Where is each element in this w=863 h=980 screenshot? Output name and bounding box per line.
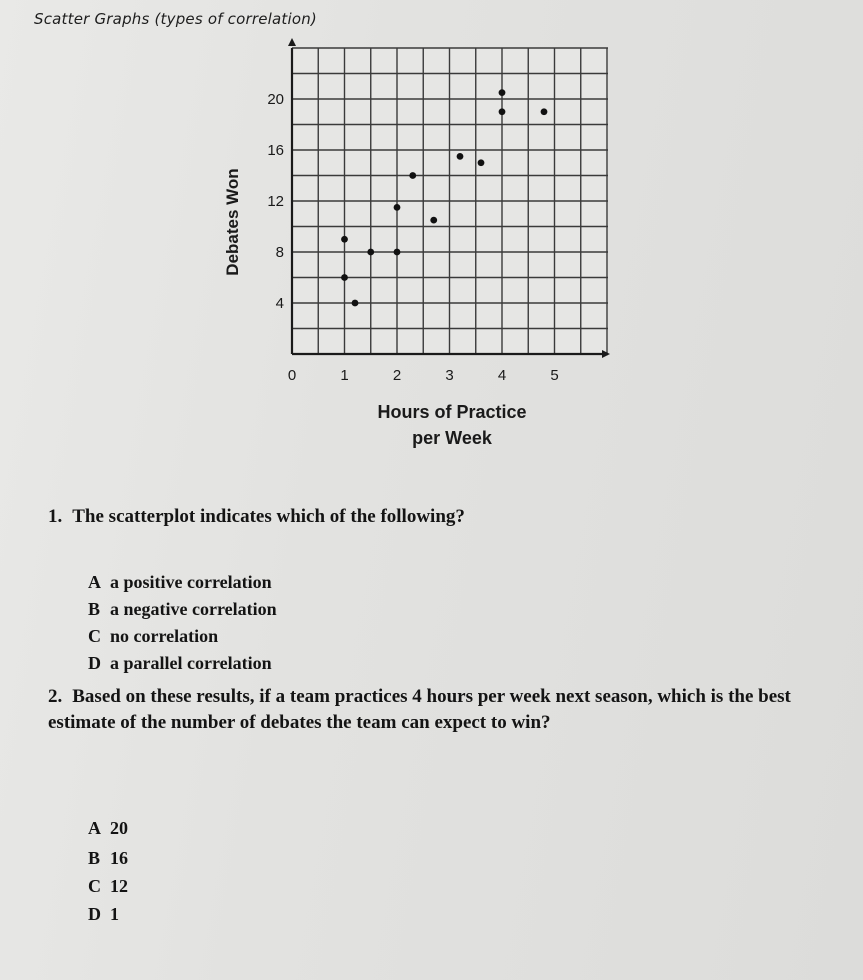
x-tick-label: 4 bbox=[497, 367, 507, 384]
worksheet-heading: Scatter Graphs (types of correlation) bbox=[34, 10, 317, 28]
option-letter: C bbox=[88, 626, 101, 646]
question-2-text: Based on these results, if a team practices 4 hours per week next season, which is the best estimate of the number of debates the team can expect to win? bbox=[48, 686, 791, 733]
question-2-option-a[interactable] bbox=[88, 818, 128, 839]
scatter-chart bbox=[0, 0, 863, 470]
x-tick-label: 2 bbox=[392, 367, 402, 384]
data-point bbox=[367, 249, 374, 256]
question-1-number: 1. bbox=[48, 506, 63, 527]
option-letter: A bbox=[88, 818, 101, 838]
option-text: 16 bbox=[110, 848, 128, 868]
x-tick-label: 3 bbox=[445, 367, 454, 384]
data-point bbox=[541, 108, 548, 115]
x-tick-label: 1 bbox=[340, 367, 349, 384]
question-1-option-d[interactable] bbox=[88, 653, 272, 674]
option-letter: A bbox=[88, 572, 101, 592]
data-point bbox=[478, 159, 485, 166]
question-2-option-c[interactable] bbox=[88, 876, 128, 897]
question-1 bbox=[48, 504, 465, 530]
question-2-number: 2. bbox=[48, 686, 63, 707]
x-tick-label: 0 bbox=[287, 367, 297, 384]
data-point bbox=[457, 153, 464, 160]
y-axis-label: Debates Won bbox=[223, 168, 242, 276]
question-1-text: The scatterplot indicates which of the following? bbox=[72, 506, 465, 527]
question-1-option-c[interactable] bbox=[88, 626, 218, 647]
option-letter: B bbox=[88, 848, 101, 868]
option-text: a positive correlation bbox=[110, 572, 272, 592]
y-tick-label: 20 bbox=[267, 91, 284, 108]
x-axis-label-line2: per Week bbox=[412, 428, 492, 448]
data-point bbox=[394, 204, 401, 211]
data-point bbox=[499, 89, 506, 96]
chart-grid bbox=[292, 48, 608, 354]
data-point bbox=[409, 172, 416, 179]
question-2-option-b[interactable] bbox=[88, 848, 128, 869]
option-letter: B bbox=[88, 599, 101, 619]
y-tick-label: 12 bbox=[267, 193, 284, 210]
option-text: 20 bbox=[110, 818, 128, 838]
question-2-option-d[interactable] bbox=[88, 904, 119, 925]
data-point bbox=[430, 217, 437, 224]
question-1-option-b[interactable] bbox=[88, 599, 277, 620]
data-point bbox=[341, 236, 348, 243]
data-point bbox=[499, 108, 506, 115]
data-point bbox=[394, 249, 401, 256]
option-letter: D bbox=[88, 904, 101, 924]
option-letter: D bbox=[88, 653, 101, 673]
y-tick-label: 16 bbox=[267, 142, 284, 159]
question-2 bbox=[48, 684, 828, 736]
x-tick-label: 5 bbox=[550, 367, 559, 384]
option-text: a negative correlation bbox=[110, 599, 277, 619]
option-text: no correlation bbox=[110, 626, 219, 646]
y-tick-label: 4 bbox=[275, 295, 284, 312]
question-1-option-a[interactable] bbox=[88, 572, 272, 593]
option-text: 1 bbox=[110, 904, 119, 924]
option-text: 12 bbox=[110, 876, 128, 896]
data-point bbox=[352, 300, 359, 307]
y-axis-arrow bbox=[288, 38, 296, 46]
option-text: a parallel correlation bbox=[110, 653, 272, 673]
option-letter: C bbox=[88, 876, 101, 896]
y-tick-label: 8 bbox=[275, 244, 284, 261]
data-point bbox=[341, 274, 348, 281]
x-axis-label-line1: Hours of Practice bbox=[377, 402, 527, 422]
